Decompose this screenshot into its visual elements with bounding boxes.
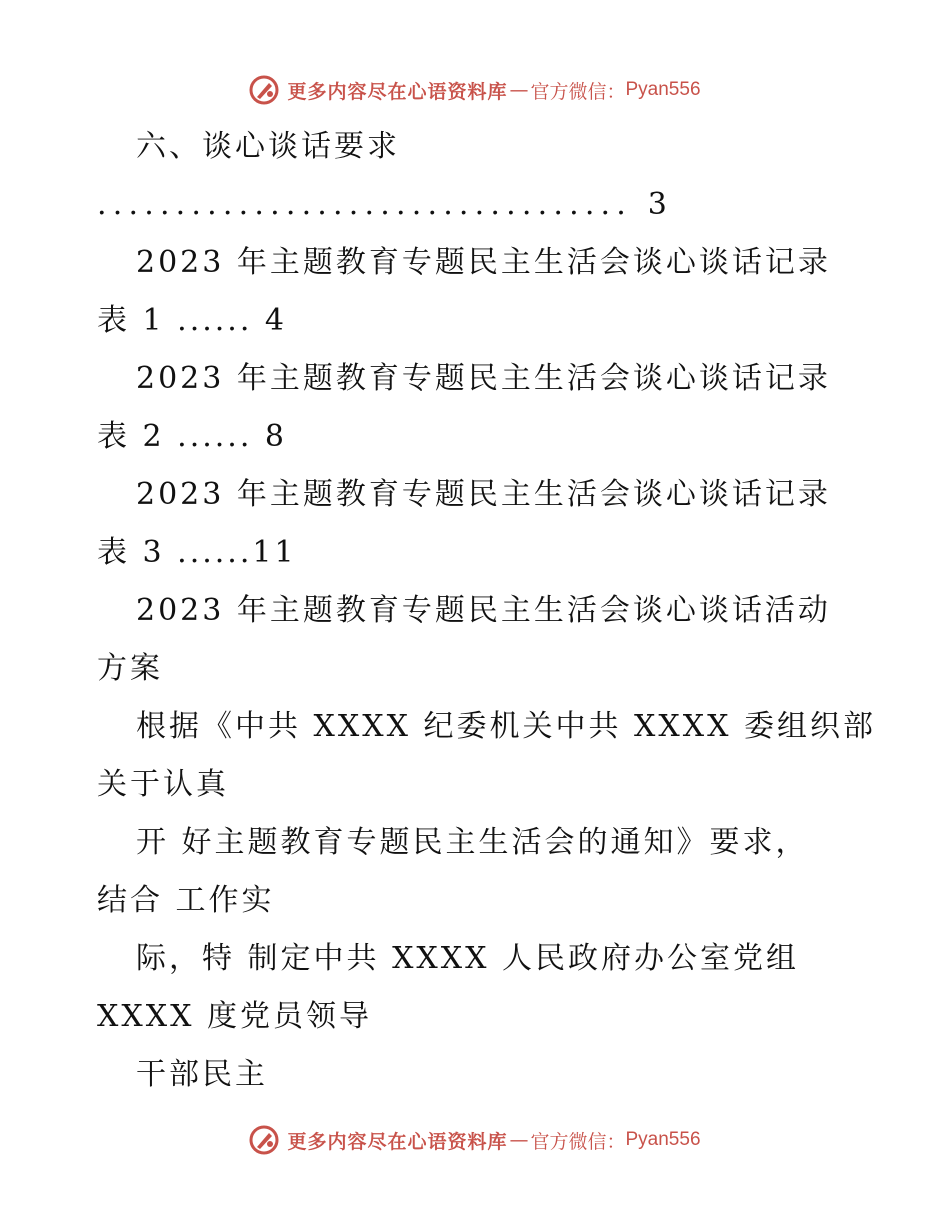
paragraph-line: 关于认真 [97, 767, 229, 802]
section-title: 2023 年主题教育专题民主生活会谈心谈话活动 [136, 593, 831, 628]
watermark-text: 更多内容尽在心语资料库 [287, 1130, 508, 1153]
watermark-footer [0, 1120, 950, 1160]
toc-entry-record-3-page: 表 3 ......11 [97, 535, 297, 570]
watermark-separator: — [509, 79, 529, 101]
toc-entry-record-1-page: 表 1 ...... 4 [97, 303, 287, 338]
paragraph-line: 根据《中共 XXXX 纪委机关中共 XXXX 委组织部 [136, 709, 877, 744]
watermark-text: 更多内容尽在心语资料库 [287, 80, 508, 103]
toc-entry-record-3: 2023 年主题教育专题民主生活会谈心谈话记录 [136, 477, 831, 512]
paragraph-line: 结合 工作实 [97, 883, 275, 918]
paragraph-line: 干部民主 [136, 1057, 268, 1092]
toc-entry-record-1: 2023 年主题教育专题民主生活会谈心谈话记录 [136, 245, 831, 280]
toc-entry-record-2-page: 表 2 ...... 8 [97, 419, 287, 454]
pen-logo-icon [249, 1125, 279, 1155]
section-title-cont: 方案 [97, 651, 163, 686]
paragraph-line: 际，特 制定中共 XXXX 人民政府办公室党组 [136, 941, 800, 976]
watermark-id: Pyan556 [625, 1129, 701, 1150]
paragraph-line: XXXX 度党员领导 [97, 999, 372, 1034]
watermark-separator: — [509, 1129, 529, 1151]
watermark-id: Pyan556 [625, 79, 701, 100]
paragraph-line: 开 好主题教育专题民主生活会的通知》要求， [136, 825, 809, 860]
toc-heading-six: 六、谈心谈话要求 [136, 129, 400, 164]
toc-entry-record-2: 2023 年主题教育专题民主生活会谈心谈话记录 [136, 361, 831, 396]
watermark-official: 官方微信： [530, 80, 626, 103]
toc-dot-leader-page-3: .................................. 3 [97, 187, 674, 222]
watermark-official: 官方微信： [530, 1130, 626, 1153]
